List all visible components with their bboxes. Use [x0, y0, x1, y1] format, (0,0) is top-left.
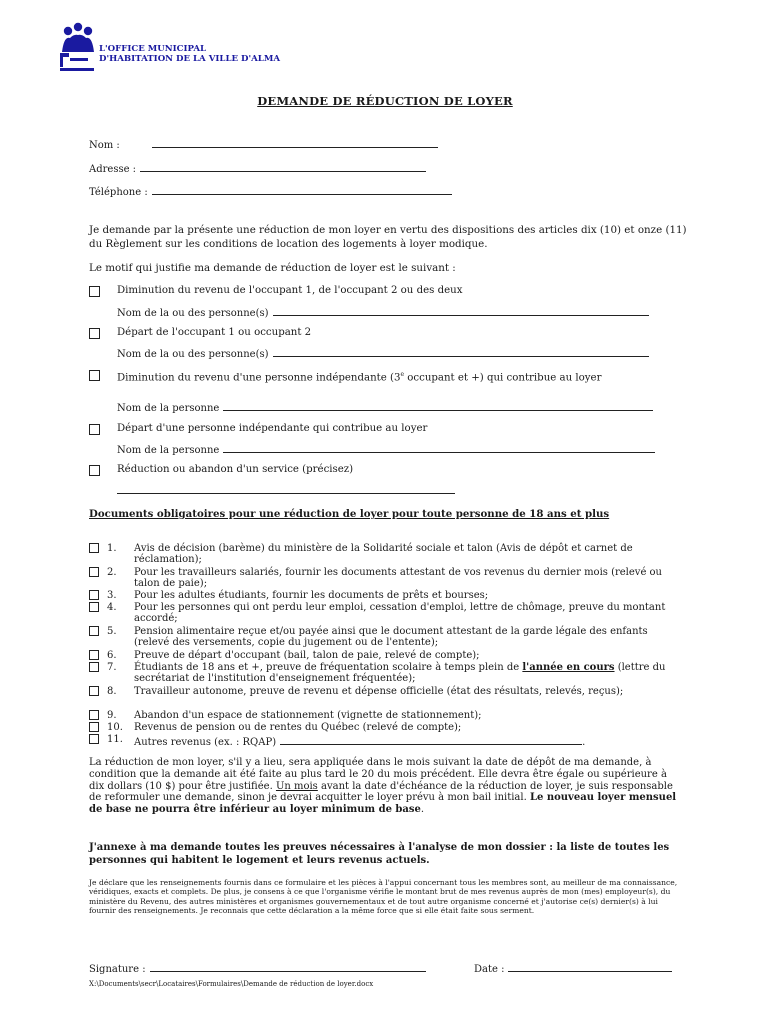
checkbox-icon[interactable]	[89, 602, 99, 612]
checkbox-icon[interactable]	[89, 662, 99, 672]
doc-item[interactable]	[89, 662, 679, 685]
option-5-checkbox[interactable]	[89, 465, 100, 480]
organization-name	[99, 44, 280, 64]
option-1-label: Diminution du revenu de l'occupant 1, de l'occupant 2 ou des deux	[117, 285, 463, 296]
option-1-name-field[interactable]	[117, 305, 649, 319]
option-2-checkbox[interactable]	[89, 328, 100, 343]
option-2-name-field[interactable]	[117, 346, 649, 360]
annex-paragraph: J'annexe à ma demande toutes les preuves nécessaires à l'analyse de mon dossier : la liste de toutes les personnes qui habitent le logement et leurs revenus actuels.	[89, 842, 670, 866]
org-line-2: D'HABITATION DE LA VILLE D'ALMA	[99, 54, 281, 64]
option-4-name-field[interactable]	[117, 442, 655, 456]
doc-item[interactable]	[89, 543, 679, 566]
doc-item[interactable]	[89, 650, 679, 662]
doc-number: 11.	[107, 734, 123, 745]
declaration-paragraph: Je déclare que les renseignements fournis dans ce formulaire et les pièces à l'appui concernant tous les membres sont, au meilleur de ma connaissance, véridiques, exacts et complets. De plus, je consens à ce que l'organisme vérifie le montant brut de mes revenus auprès de mon (mes) employeur(s), du ministère du Revenu, des autres ministères et organismes gouvernementaux et de tout autre organisme concerné et j'autorise ce(s) dernier(s) à lui fournir des renseignements. Je reconnais que cette déclaration a la même force que si elle était faite sous serment.	[89, 878, 678, 916]
page-title: DEMANDE DE RÉDUCTION DE LOYER	[257, 94, 513, 108]
checkbox-icon[interactable]	[89, 734, 99, 744]
doc-item[interactable]	[89, 602, 679, 625]
doc-text	[134, 662, 682, 684]
doc-text-emphasis: l'année en cours	[522, 662, 615, 673]
doc-text: Pour les travailleurs salariés, fournir les documents attestant de vos revenus du dernier mois (relevé ou talon de paie);	[134, 567, 662, 590]
checkbox-icon[interactable]	[89, 686, 99, 696]
option-4-label: Départ d'une personne indépendante qui contribue au loyer	[117, 423, 428, 434]
checkbox-icon[interactable]	[89, 626, 99, 636]
checkbox-icon[interactable]	[89, 567, 99, 577]
doc-text: Preuve de départ d'occupant (bail, talon de paie, relevé de compte);	[134, 650, 480, 661]
doc-number: 4.	[107, 602, 117, 613]
doc-text: Travailleur autonome, preuve de revenu et dépense officielle (état des résultats, relevés, reçus);	[134, 686, 624, 697]
conditions-end: .	[420, 804, 425, 816]
conditions-paragraph	[89, 757, 681, 816]
doc-text: Pension alimentaire reçue et/ou payée ainsi que le document attestant de la garde légale des enfants (relevé des versements, copie du jugement ou de l'entente);	[134, 626, 648, 649]
doc-number: 3.	[107, 590, 117, 601]
option-3-label-end: occupant et +) qui contribue au loyer	[404, 372, 602, 384]
doc-number: 1.	[107, 543, 117, 554]
documents-heading: Documents obligatoires pour une réduction de loyer pour toute personne de 18 ans et plus	[89, 508, 610, 520]
checkbox-icon[interactable]	[89, 286, 100, 297]
option-3-label-sup: e	[400, 371, 405, 378]
conditions-underlined: Un mois	[275, 780, 318, 792]
doc-text-c: (lettre du secrétariat de l'institution d'enseignement fréquentée);	[134, 662, 666, 685]
doc-number: 8.	[107, 686, 117, 697]
doc-item[interactable]	[89, 710, 679, 722]
omh-logo-icon	[60, 22, 96, 72]
checkbox-icon[interactable]	[89, 543, 99, 553]
doc-item[interactable]	[89, 626, 679, 649]
option-4-name-line[interactable]	[223, 442, 655, 453]
motif-paragraph: Le motif qui justifie ma demande de réduction de loyer est le suivant :	[89, 262, 456, 274]
option-3-label	[117, 369, 677, 385]
file-path: X:\Documents\secr\Locataires\Formulaires\Demande de réduction de loyer.docx	[89, 980, 374, 988]
nom-line[interactable]	[152, 137, 438, 148]
telephone-label: Téléphone :	[89, 187, 148, 198]
checkbox-icon[interactable]	[89, 710, 99, 720]
signature-field[interactable]	[89, 961, 426, 975]
option-5-precision-field[interactable]	[117, 483, 455, 497]
doc-number: 6.	[107, 650, 117, 661]
conditions-text-1: La réduction de mon loyer, s'il y a lieu, sera appliquée dans le mois suivant la date de dépôt de ma demande, à condition que la demande ait été faite au plus tard le 20 du mois précédent. Elle devra être égale ou supérieure à dix dollars (10 $) pour être justifiée.	[89, 757, 667, 792]
doc-number: 5.	[107, 626, 117, 637]
checkbox-icon[interactable]	[89, 590, 99, 600]
option-5-label: Réduction ou abandon d'un service (précisez)	[117, 464, 354, 475]
checkbox-icon[interactable]	[89, 650, 99, 660]
adresse-line[interactable]	[140, 161, 426, 172]
date-label: Date :	[474, 964, 505, 975]
doc-text: Abandon d'un espace de stationnement (vignette de stationnement);	[134, 710, 482, 721]
conditions-text-2: avant la date d'échéance de la réduction de loyer, je suis responsable de reformuler une demande, sinon je devrai acquitter le loyer prévu à mon bail initial.	[89, 780, 673, 804]
org-line-1: L'OFFICE MUNICIPAL	[99, 44, 207, 54]
date-field[interactable]	[474, 961, 672, 975]
doc-text: Avis de décision (barème) du ministère de la Solidarité sociale et talon (Avis de dépôt et carnet de réclamation);	[134, 543, 633, 566]
nom-field[interactable]	[89, 137, 438, 151]
doc-item[interactable]	[89, 722, 679, 734]
doc-text-main: Autres revenus (ex. : RQAP)	[134, 737, 277, 748]
doc-item[interactable]	[89, 567, 679, 590]
option-2-name-line[interactable]	[273, 346, 649, 357]
other-income-line[interactable]	[280, 734, 582, 745]
intro-paragraph: Je demande par la présente une réduction de mon loyer en vertu des dispositions des articles dix (10) et onze (11) du Règlement sur les conditions de location des logements à loyer modique.	[89, 224, 687, 250]
doc-item[interactable]	[89, 734, 679, 746]
signature-line[interactable]	[150, 961, 426, 972]
doc-number: 7.	[107, 662, 117, 673]
checkbox-icon[interactable]	[89, 465, 100, 476]
option-5-precision-line[interactable]	[117, 483, 455, 494]
option-3-label-main: Diminution du revenu d'une personne indépendante (3	[117, 372, 401, 384]
conditions-bold: Le nouveau loyer mensuel de base ne pourra être inférieur au loyer minimum de base	[89, 792, 677, 816]
checkbox-icon[interactable]	[89, 424, 100, 435]
doc-number: 10.	[107, 722, 123, 733]
option-3-checkbox[interactable]	[89, 370, 100, 385]
option-3-name-label: Nom de la personne	[117, 403, 220, 414]
telephone-field[interactable]	[89, 184, 452, 198]
doc-item[interactable]	[89, 590, 679, 602]
option-3-name-line[interactable]	[223, 400, 653, 411]
nom-label: Nom :	[89, 140, 120, 151]
doc-text	[134, 734, 682, 748]
doc-text-end: .	[582, 737, 586, 748]
doc-text: Pour les adultes étudiants, fournir les documents de prêts et bourses;	[134, 590, 489, 601]
option-1-name-line[interactable]	[273, 305, 649, 316]
telephone-line[interactable]	[152, 184, 452, 195]
adresse-field[interactable]	[89, 161, 426, 175]
signature-label: Signature :	[89, 964, 146, 975]
adresse-label: Adresse :	[89, 164, 137, 175]
option-2-label: Départ de l'occupant 1 ou occupant 2	[117, 327, 312, 338]
checkbox-icon[interactable]	[89, 722, 99, 732]
doc-item[interactable]	[89, 686, 679, 698]
option-4-checkbox[interactable]	[89, 424, 100, 439]
option-1-name-label: Nom de la ou des personne(s)	[117, 308, 269, 319]
checkbox-icon[interactable]	[89, 370, 100, 381]
option-1-checkbox[interactable]	[89, 286, 100, 301]
option-3-name-field[interactable]	[117, 400, 653, 414]
doc-number: 9.	[107, 710, 117, 721]
date-line[interactable]	[508, 961, 672, 972]
doc-text-a: Étudiants de 18 ans et +, preuve de fréquentation scolaire à temps plein de	[134, 662, 523, 673]
option-4-name-label: Nom de la personne	[117, 445, 220, 456]
doc-text: Pour les personnes qui ont perdu leur emploi, cessation d'emploi, lettre de chômage, preuve du montant accordé;	[134, 602, 666, 625]
checkbox-icon[interactable]	[89, 328, 100, 339]
doc-number: 2.	[107, 567, 117, 578]
doc-text: Revenus de pension ou de rentes du Québec (relevé de compte);	[134, 722, 462, 733]
option-2-name-label: Nom de la ou des personne(s)	[117, 349, 269, 360]
